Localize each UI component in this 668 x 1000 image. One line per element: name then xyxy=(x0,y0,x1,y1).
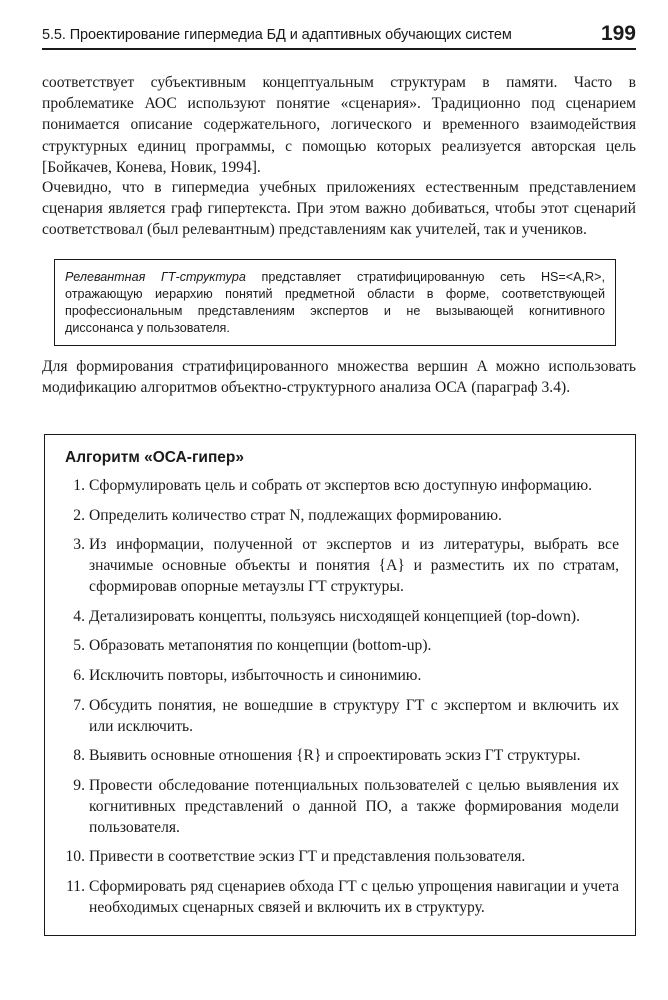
step-text: Обсудить понятия, не вошедшие в структуру ГТ с экспертом и включить их или исключить. xyxy=(89,696,619,735)
algorithm-step xyxy=(61,606,619,627)
step-number: 1. xyxy=(73,477,85,494)
step-text: Сформировать ряд сценариев обхода ГТ с целью упрощения навигации и учета необходимых сценарных связей и включить их в структуру. xyxy=(89,877,619,916)
step-number: 8. xyxy=(73,747,85,765)
definition-term: Релевантная ГТ-структура xyxy=(65,270,246,284)
page-number: 199 xyxy=(600,22,636,45)
algorithm-step xyxy=(61,745,619,766)
algorithm-step xyxy=(61,846,619,867)
step-text: Сформулировать цель и собрать от экспертов всю доступную информацию. xyxy=(89,477,593,494)
step-text: Определить количество страт N, подлежащих формированию. xyxy=(89,506,502,524)
paragraph-2: Очевидно, что в гипермедиа учебных приложениях естественным представлением сценария является граф гипертекста. При этом важно добиваться, чтобы этот сценарий соответствовал (был релевантным) представлениям как учителей, так и учеников. xyxy=(42,179,636,239)
algorithm-step xyxy=(61,534,619,597)
algorithm-step xyxy=(61,775,619,838)
step-text: Из информации, полученной от экспертов и из литературы, выбрать все значимые основные объекты и понятия {A} и разместить их по стратам, сформировав опорные метаузлы ГТ структуры. xyxy=(89,536,619,596)
step-text: Детализировать концепты, пользуясь нисходящей концепцией (top-down). xyxy=(89,607,581,625)
step-number: 9. xyxy=(73,776,85,794)
step-text: Провести обследование потенциальных пользователей с целью выявления их когнитивных представлений о данной ПО, а также формирования модели пользователя. xyxy=(89,776,619,836)
step-number: 3. xyxy=(73,536,85,554)
step-number: 6. xyxy=(73,666,85,684)
step-text: Исключить повторы, избыточность и синонимию. xyxy=(89,666,422,684)
step-number: 2. xyxy=(73,506,85,524)
step-number: 10. xyxy=(65,848,85,866)
algorithm-step xyxy=(61,695,619,737)
running-title: 5.5. Проектирование гипермедиа БД и адаптивных обучающих систем xyxy=(42,27,512,43)
algorithm-box xyxy=(44,434,636,936)
paragraph-3: Для формирования стратифицированного множества вершин A можно использовать модификацию алгоритмов объектно-структурного анализа ОСА (параграф 3.4). xyxy=(42,358,636,397)
step-number: 11. xyxy=(66,877,85,895)
algorithm-step xyxy=(61,635,619,656)
step-text: Образовать метапонятия по концепции (bottom-up). xyxy=(89,637,432,655)
step-number: 7. xyxy=(73,696,85,714)
algorithm-steps xyxy=(61,475,619,927)
step-number: 5. xyxy=(73,637,85,655)
definition-box xyxy=(54,259,616,346)
algorithm-step xyxy=(61,876,619,918)
definition-text: представляет стратифицированную сеть HS=<A,R>, отражающую иерархию понятий предметной области в форме, соответствующей профессиональным представлениям экспертов и не вызывающей когнитивного диссонанса у пользователя. xyxy=(65,270,605,335)
algorithm-step xyxy=(61,505,619,526)
page-header xyxy=(42,22,636,50)
step-number: 4. xyxy=(73,607,85,625)
paragraph-1: соответствует субъективным концептуальным структурам в памяти. Часто в проблематике АОС используют понятие «сценария». Традиционно под сценарием понимается описание содержательного, логического и временного взаимодействия структурных единиц программы, с помощью которых реализуется авторская цель [Бойкачев, Конева, Новик, 1994]. xyxy=(42,74,636,176)
step-text: Привести в соответствие эскиз ГТ и представления пользователя. xyxy=(89,848,526,866)
algorithm-step xyxy=(61,475,619,496)
step-text: Выявить основные отношения {R} и спроектировать эскиз ГТ структуры. xyxy=(89,747,581,765)
algorithm-step xyxy=(61,665,619,686)
algorithm-title: Алгоритм «ОСА-гипер» xyxy=(65,449,245,466)
